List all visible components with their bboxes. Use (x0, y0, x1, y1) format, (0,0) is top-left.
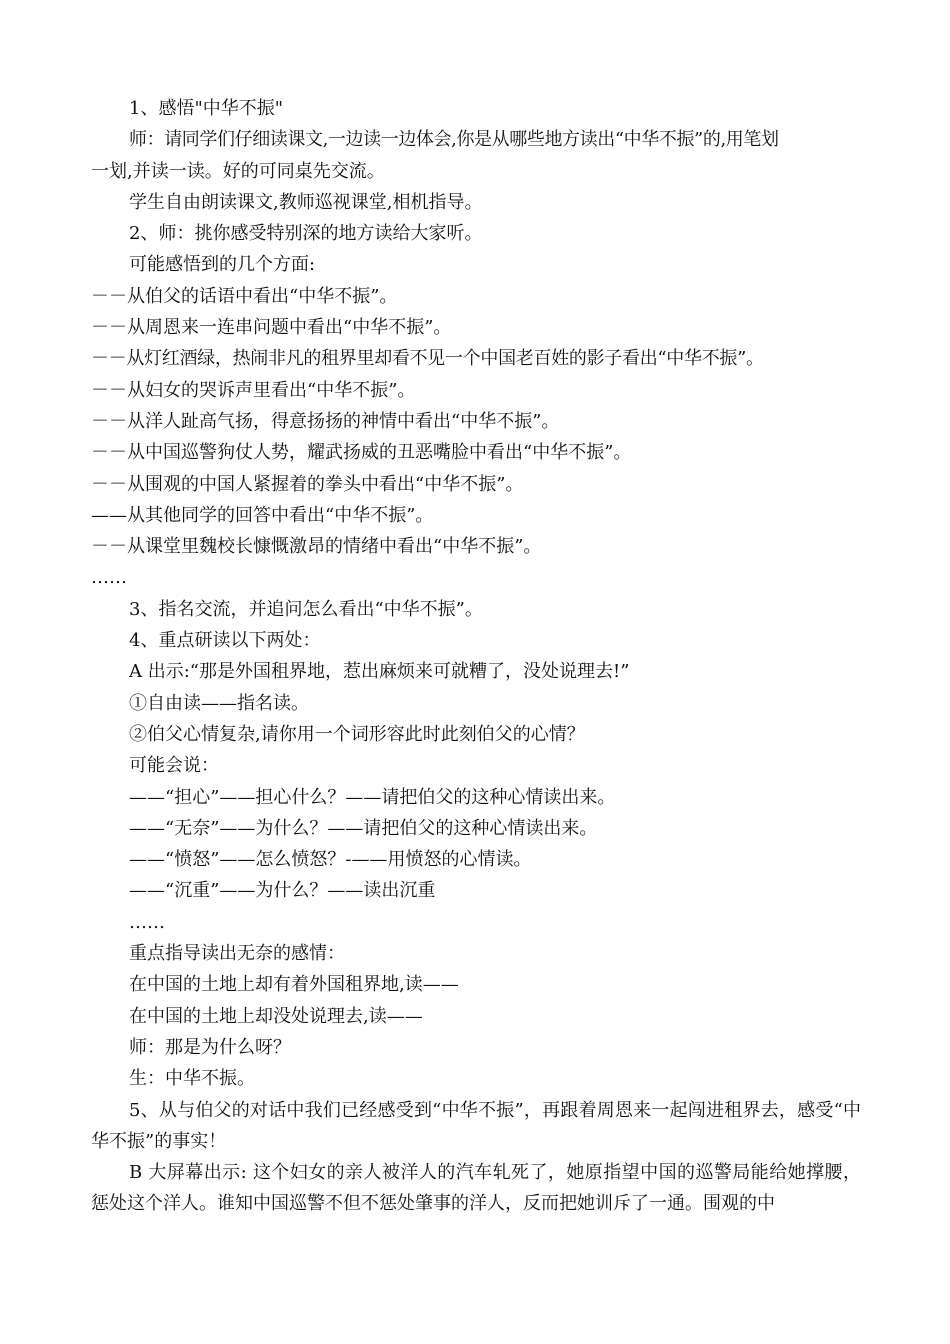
text-line: 重点指导读出无奈的感情： (129, 943, 345, 965)
list-item: ——“无奈”——为什么？——请把伯父的这种心情读出来。 (129, 817, 598, 839)
quote-a: A 出示:“那是外国租界地，惹出麻烦来可就糟了，没处说理去!” (129, 661, 630, 683)
paragraph-teacher-line-1: 师：请同学们仔细读课文,一边读一边体会,你是从哪些地方读出“中华不振”的,用笔划 (129, 129, 779, 151)
text-line: 可能会说： (129, 755, 219, 777)
teacher-question: 师：那是为什么呀？ (129, 1036, 291, 1058)
ellipsis: …… (129, 911, 165, 933)
list-item: －－从中国巡警狗仗人势，耀武扬威的丑恶嘴脸中看出“中华不振”。 (91, 442, 632, 464)
list-item: －－从伯父的话语中看出“中华不振”。 (91, 285, 398, 307)
step-2: ②伯父心情复杂,请你用一个词形容此时此刻伯父的心情？ (129, 723, 585, 745)
text-line: 学生自由朗读课文,教师巡视课堂,相机指导。 (129, 191, 483, 213)
list-item: －－从课堂里魏校长慷慨激昂的情绪中看出“中华不振”。 (91, 536, 542, 558)
list-item: －－从围观的中国人紧握着的拳头中看出“中华不振”。 (91, 473, 524, 495)
document-body (91, 93, 861, 1220)
list-item: ——从其他同学的回答中看出“中华不振”。 (91, 504, 434, 526)
paragraph-5: 5、从与伯父的对话中我们已经感受到“中华不振”，再跟着周恩来一起闯进租界去，感受“中华不振”的事实！ (91, 1099, 861, 1152)
text-line: 在中国的土地上却没处说理去,读—— (129, 1005, 423, 1027)
text-line: 可能感悟到的几个方面: (129, 254, 316, 276)
student-answer: 生：中华不振。 (129, 1068, 255, 1090)
list-item: －－从灯红酒绿，热闹非凡的租界里却看不见一个中国老百姓的影子看出“中华不振”。 (91, 348, 764, 370)
heading-3: 3、指名交流，并追问怎么看出“中华不振”。 (129, 598, 483, 620)
ellipsis: …… (91, 567, 127, 589)
step-1: ①自由读——指名读。 (129, 692, 309, 714)
heading-2: 2、师：挑你感受特别深的地方读给大家听。 (129, 223, 483, 245)
list-item: ——“沉重”——为什么？——读出沉重 (129, 880, 436, 902)
list-item: ——“担心”——担心什么？——请把伯父的这种心情读出来。 (129, 786, 616, 808)
list-item: －－从洋人趾高气扬，得意扬扬的神情中看出“中华不振”。 (91, 410, 560, 432)
heading-4: 4、重点研读以下两处： (129, 630, 321, 652)
heading-1: 1、感悟"中华不振" (129, 98, 284, 119)
paragraph-b: B 大屏幕出示: 这个妇女的亲人被洋人的汽车轧死了，她原指望中国的巡警局能给她撑腰，惩处这个洋人。谁知中国巡警不但不惩处肇事的洋人，反而把她训斥了一通。围观的中 (91, 1162, 861, 1215)
text-line: 在中国的土地上却有着外国租界地,读—— (129, 974, 459, 996)
list-item: －－从周恩来一连串问题中看出“中华不振”。 (91, 317, 452, 339)
list-item: ——“愤怒”——怎么愤怒？-——用愤怒的心情读。 (129, 849, 532, 871)
list-item: －－从妇女的哭诉声里看出“中华不振”。 (91, 379, 416, 401)
paragraph-teacher-line-2: 一划,并读一读。好的可同桌先交流。 (91, 160, 385, 182)
